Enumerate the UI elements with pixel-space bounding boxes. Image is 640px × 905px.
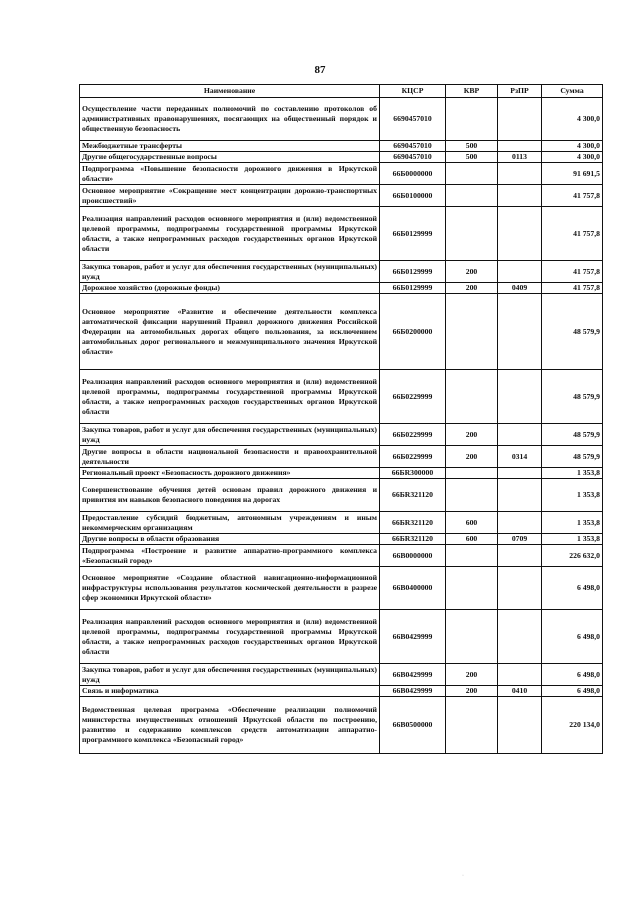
scan-mark: · bbox=[462, 873, 464, 879]
cell-kvr: 600 bbox=[446, 512, 498, 534]
cell-kvr: 200 bbox=[446, 424, 498, 446]
table-row bbox=[80, 512, 603, 534]
cell-name: Основное мероприятие «Сокращение мест концентрации дорожно-транспортных происшествий» bbox=[80, 185, 380, 207]
column-header-rzpr: РзПР bbox=[498, 85, 542, 98]
table-row bbox=[80, 207, 603, 261]
table-row bbox=[80, 610, 603, 664]
table-row bbox=[80, 534, 603, 545]
cell-name: Основное мероприятие «Создание областной навигационно-информационной инфраструктуры использования результатов космической деятельности в разрезе сфер экономики Иркутской области» bbox=[80, 567, 380, 610]
cell-sum: 48 579,9 bbox=[542, 446, 603, 468]
column-header-name: Наименование bbox=[80, 85, 380, 98]
cell-kcsr: 66В0400000 bbox=[380, 567, 446, 610]
cell-kvr bbox=[446, 163, 498, 185]
cell-kvr: 200 bbox=[446, 283, 498, 294]
cell-name: Другие общегосударственные вопросы bbox=[80, 152, 380, 163]
cell-kcsr: 66Б0129999 bbox=[380, 207, 446, 261]
cell-kcsr: 66Б0229999 bbox=[380, 446, 446, 468]
cell-sum: 48 579,9 bbox=[542, 370, 603, 424]
cell-name: Подпрограмма «Повышение безопасности дорожного движения в Иркутской области» bbox=[80, 163, 380, 185]
cell-rzpr bbox=[498, 664, 542, 686]
cell-kvr bbox=[446, 294, 498, 370]
cell-kvr: 200 bbox=[446, 261, 498, 283]
cell-rzpr: 0409 bbox=[498, 283, 542, 294]
cell-kcsr: 66Б0129999 bbox=[380, 261, 446, 283]
table-body bbox=[80, 98, 603, 754]
cell-kcsr: 66БR300000 bbox=[380, 468, 446, 479]
cell-sum: 6 498,0 bbox=[542, 610, 603, 664]
cell-rzpr bbox=[498, 424, 542, 446]
table-row bbox=[80, 545, 603, 567]
cell-kcsr: 66БR321120 bbox=[380, 534, 446, 545]
cell-kcsr: 66Б0229999 bbox=[380, 370, 446, 424]
cell-sum: 4 300,0 bbox=[542, 98, 603, 141]
cell-kcsr: 66Б0000000 bbox=[380, 163, 446, 185]
cell-sum: 41 757,8 bbox=[542, 261, 603, 283]
table-row bbox=[80, 424, 603, 446]
cell-name: Региональный проект «Безопасность дорожного движения» bbox=[80, 468, 380, 479]
cell-sum: 1 353,8 bbox=[542, 479, 603, 512]
cell-kvr: 500 bbox=[446, 152, 498, 163]
cell-sum: 41 757,8 bbox=[542, 207, 603, 261]
table-row bbox=[80, 185, 603, 207]
cell-name: Реализация направлений расходов основного мероприятия и (или) ведомственной целевой программы, подпрограммы государственной программы Иркутской области, а также непрограммных расходов государственных органов Иркутской области bbox=[80, 610, 380, 664]
cell-sum: 220 134,0 bbox=[542, 697, 603, 754]
cell-name: Связь и информатика bbox=[80, 686, 380, 697]
cell-rzpr bbox=[498, 261, 542, 283]
table-row bbox=[80, 294, 603, 370]
cell-rzpr: 0410 bbox=[498, 686, 542, 697]
cell-sum: 41 757,8 bbox=[542, 283, 603, 294]
table-row bbox=[80, 446, 603, 468]
cell-kcsr: 66БR321120 bbox=[380, 479, 446, 512]
cell-name: Основное мероприятие «Развитие и обеспечение деятельности комплекса автоматической фиксации нарушений Правил дорожного движения Российской Федерации на автомобильных дорогах общего пользования, за исключением автомобильных дорог регионального и межмуниципального значения Иркутской области» bbox=[80, 294, 380, 370]
column-header-kcsr: КЦСР bbox=[380, 85, 446, 98]
cell-rzpr bbox=[498, 545, 542, 567]
cell-kcsr: 66В0500000 bbox=[380, 697, 446, 754]
cell-name: Ведомственная целевая программа «Обеспечение реализации полномочий министерства имущественных отношений Иркутской области по построению, развитию и содержанию комплексов средств автоматизации аппаратно-программного комплекса «Безопасный город» bbox=[80, 697, 380, 754]
cell-kvr bbox=[446, 98, 498, 141]
cell-sum: 1 353,8 bbox=[542, 512, 603, 534]
cell-kcsr: 66Б0129999 bbox=[380, 283, 446, 294]
cell-sum: 48 579,9 bbox=[542, 424, 603, 446]
cell-rzpr bbox=[498, 141, 542, 152]
table-row bbox=[80, 664, 603, 686]
cell-kvr bbox=[446, 370, 498, 424]
cell-kcsr: 66Б0200000 bbox=[380, 294, 446, 370]
cell-kvr bbox=[446, 207, 498, 261]
cell-rzpr bbox=[498, 479, 542, 512]
cell-sum: 48 579,9 bbox=[542, 294, 603, 370]
cell-kvr bbox=[446, 567, 498, 610]
cell-kvr bbox=[446, 610, 498, 664]
cell-rzpr bbox=[498, 610, 542, 664]
cell-name: Осуществление части переданных полномочий по составлению протоколов об административных правонарушениях, посягающих на общественный порядок и общественную безопасность bbox=[80, 98, 380, 141]
cell-rzpr bbox=[498, 185, 542, 207]
cell-sum: 1 353,8 bbox=[542, 534, 603, 545]
table-row bbox=[80, 261, 603, 283]
cell-rzpr bbox=[498, 697, 542, 754]
cell-rzpr: 0709 bbox=[498, 534, 542, 545]
cell-sum: 4 300,0 bbox=[542, 141, 603, 152]
cell-rzpr bbox=[498, 207, 542, 261]
cell-kcsr: 6690457010 bbox=[380, 141, 446, 152]
cell-rzpr bbox=[498, 512, 542, 534]
cell-rzpr bbox=[498, 163, 542, 185]
cell-sum: 91 691,5 bbox=[542, 163, 603, 185]
cell-kvr: 500 bbox=[446, 141, 498, 152]
cell-kvr: 200 bbox=[446, 664, 498, 686]
cell-kcsr: 66В0000000 bbox=[380, 545, 446, 567]
column-header-sum: Сумма bbox=[542, 85, 603, 98]
cell-kvr bbox=[446, 697, 498, 754]
cell-sum: 6 498,0 bbox=[542, 686, 603, 697]
table-row bbox=[80, 479, 603, 512]
cell-rzpr bbox=[498, 370, 542, 424]
page-number: 87 bbox=[314, 64, 326, 76]
cell-sum: 41 757,8 bbox=[542, 185, 603, 207]
cell-rzpr bbox=[498, 294, 542, 370]
cell-kvr bbox=[446, 545, 498, 567]
cell-kvr bbox=[446, 185, 498, 207]
cell-rzpr bbox=[498, 98, 542, 141]
cell-sum: 4 300,0 bbox=[542, 152, 603, 163]
cell-name: Предоставление субсидий бюджетным, автономным учреждениям и иным некоммерческим организациям bbox=[80, 512, 380, 534]
cell-name: Реализация направлений расходов основного мероприятия и (или) ведомственной целевой программы, подпрограммы государственной программы Иркутской области, а также непрограммных расходов государственных органов Иркутской области bbox=[80, 207, 380, 261]
table-row bbox=[80, 468, 603, 479]
cell-kcsr: 66В0429999 bbox=[380, 610, 446, 664]
cell-kcsr: 6690457010 bbox=[380, 152, 446, 163]
cell-kcsr: 66Б0100000 bbox=[380, 185, 446, 207]
cell-kvr bbox=[446, 468, 498, 479]
cell-kvr: 600 bbox=[446, 534, 498, 545]
table-row bbox=[80, 283, 603, 294]
budget-table bbox=[79, 84, 603, 754]
cell-rzpr: 0113 bbox=[498, 152, 542, 163]
cell-kcsr: 66В0429999 bbox=[380, 686, 446, 697]
cell-rzpr bbox=[498, 468, 542, 479]
table-row bbox=[80, 152, 603, 163]
cell-kcsr: 66В0429999 bbox=[380, 664, 446, 686]
cell-name: Другие вопросы в области образования bbox=[80, 534, 380, 545]
table-row bbox=[80, 141, 603, 152]
cell-name: Межбюджетные трансферты bbox=[80, 141, 380, 152]
cell-name: Реализация направлений расходов основного мероприятия и (или) ведомственной целевой программы, подпрограммы государственной программы Иркутской области, а также непрограммных расходов государственных органов Иркутской области bbox=[80, 370, 380, 424]
cell-sum: 1 353,8 bbox=[542, 468, 603, 479]
table-row bbox=[80, 567, 603, 610]
cell-name: Подпрограмма «Построение и развитие аппаратно-программного комплекса «Безопасный город» bbox=[80, 545, 380, 567]
cell-sum: 226 632,0 bbox=[542, 545, 603, 567]
cell-sum: 6 498,0 bbox=[542, 664, 603, 686]
table-row bbox=[80, 98, 603, 141]
cell-kcsr: 66БR321120 bbox=[380, 512, 446, 534]
table-header-row bbox=[80, 85, 603, 98]
table-row bbox=[80, 163, 603, 185]
table-row bbox=[80, 370, 603, 424]
table-row bbox=[80, 686, 603, 697]
table-row bbox=[80, 697, 603, 754]
cell-name: Закупка товаров, работ и услуг для обеспечения государственных (муниципальных) нужд bbox=[80, 664, 380, 686]
cell-name: Закупка товаров, работ и услуг для обеспечения государственных (муниципальных) нужд bbox=[80, 424, 380, 446]
cell-name: Дорожное хозяйство (дорожные фонды) bbox=[80, 283, 380, 294]
cell-name: Закупка товаров, работ и услуг для обеспечения государственных (муниципальных) нужд bbox=[80, 261, 380, 283]
cell-sum: 6 498,0 bbox=[542, 567, 603, 610]
cell-kvr: 200 bbox=[446, 446, 498, 468]
cell-kcsr: 66Б0229999 bbox=[380, 424, 446, 446]
cell-kvr: 200 bbox=[446, 686, 498, 697]
cell-rzpr bbox=[498, 567, 542, 610]
cell-name: Другие вопросы в области национальной безопасности и правоохранительной деятельности bbox=[80, 446, 380, 468]
column-header-kvr: КВР bbox=[446, 85, 498, 98]
cell-kvr bbox=[446, 479, 498, 512]
cell-name: Совершенствование обучения детей основам правил дорожного движения и привития им навыков безопасного поведения на дорогах bbox=[80, 479, 380, 512]
cell-rzpr: 0314 bbox=[498, 446, 542, 468]
cell-kcsr: 6690457010 bbox=[380, 98, 446, 141]
